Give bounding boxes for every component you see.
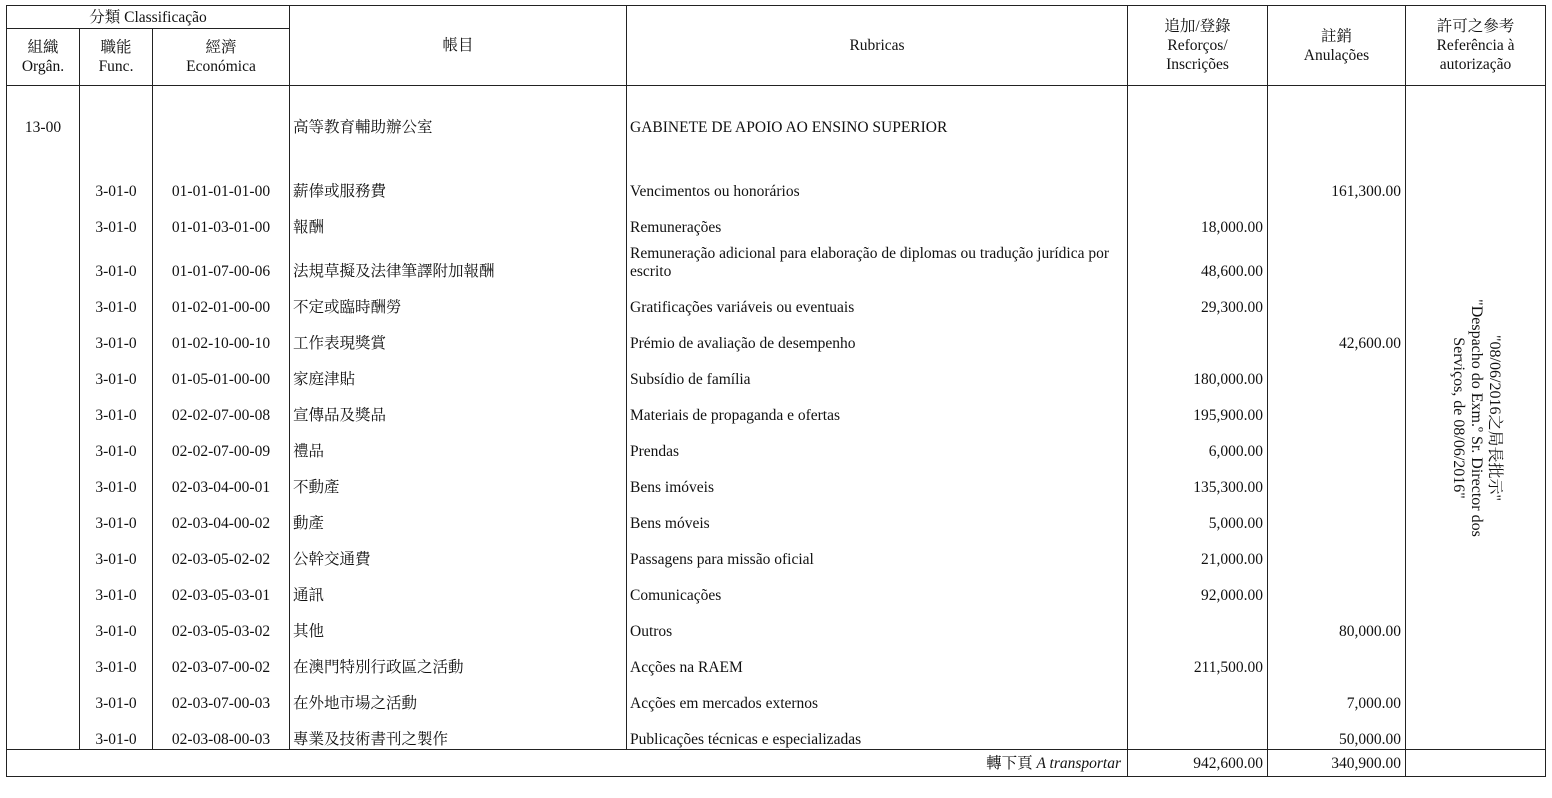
table-row — [7, 461, 1546, 497]
row-anulacao — [1268, 425, 1406, 461]
row-anulacao — [1268, 641, 1406, 677]
row-pt: Gratificações variáveis ou eventuais — [627, 281, 1128, 317]
row-cn: 工作表現獎賞 — [290, 317, 627, 353]
row-anulacao — [1268, 533, 1406, 569]
row-func: 3-01-0 — [80, 317, 153, 353]
row-anulacao: 42,600.00 — [1268, 317, 1406, 353]
row-anulacao — [1268, 353, 1406, 389]
row-anulacao: 7,000.00 — [1268, 677, 1406, 713]
table-row — [7, 237, 1546, 281]
row-pt: Publicações técnicas e especializadas — [627, 713, 1128, 750]
row-anulacao — [1268, 201, 1406, 237]
row-func: 3-01-0 — [80, 389, 153, 425]
row-econ: 02-03-05-03-02 — [153, 605, 290, 641]
authorization-reference-cell — [1406, 86, 1546, 750]
row-func: 3-01-0 — [80, 569, 153, 605]
row-anulacao — [1268, 389, 1406, 425]
table-row — [7, 201, 1546, 237]
classification-header: 分類 Classificação — [7, 6, 290, 29]
organism-pt: GABINETE DE APOIO AO ENSINO SUPERIOR — [627, 108, 1128, 147]
reforcos-header: 追加/登錄 Reforços/ Inscrições — [1128, 6, 1268, 86]
row-reforco: 5,000.00 — [1128, 497, 1268, 533]
row-func: 3-01-0 — [80, 713, 153, 750]
row-econ: 02-03-05-02-02 — [153, 533, 290, 569]
row-pt: Remuneração adicional para elaboração de diplomas ou tradução jurídica por escrito — [627, 237, 1128, 281]
row-cn: 其他 — [290, 605, 627, 641]
econ-header: 經濟 Económica — [153, 29, 290, 86]
row-econ: 02-03-05-03-01 — [153, 569, 290, 605]
row-econ: 02-02-07-00-09 — [153, 425, 290, 461]
row-cn: 法規草擬及法律筆譯附加報酬 — [290, 237, 627, 281]
row-pt: Acções em mercados externos — [627, 677, 1128, 713]
table-row — [7, 713, 1546, 750]
table-row — [7, 569, 1546, 605]
organism-cn: 高等教育輔助辦公室 — [290, 108, 627, 147]
transport-row — [7, 750, 1546, 777]
row-cn: 專業及技術書刊之製作 — [290, 713, 627, 750]
row-func: 3-01-0 — [80, 165, 153, 201]
row-pt: Acções na RAEM — [627, 641, 1128, 677]
row-cn: 公幹交通費 — [290, 533, 627, 569]
row-pt: Comunicações — [627, 569, 1128, 605]
rubricas-header: Rubricas — [627, 6, 1128, 86]
row-anulacao: 80,000.00 — [1268, 605, 1406, 641]
organism-row — [7, 108, 1546, 147]
row-reforco — [1128, 605, 1268, 641]
row-anulacao — [1268, 497, 1406, 533]
row-func: 3-01-0 — [80, 237, 153, 281]
authorization-reference-text: "08/06/2016之局長批示" "Despacho do Exm.º Sr. Director dos Serviços, de 08/06/2016" — [1449, 298, 1503, 537]
row-econ: 02-03-04-00-01 — [153, 461, 290, 497]
row-cn: 在外地市場之活動 — [290, 677, 627, 713]
table-row — [7, 641, 1546, 677]
row-econ: 01-02-10-00-10 — [153, 317, 290, 353]
row-reforco — [1128, 713, 1268, 750]
transport-label: 轉下頁 A transportar — [7, 750, 1128, 777]
row-reforco — [1128, 165, 1268, 201]
row-pt: Remunerações — [627, 201, 1128, 237]
row-cn: 家庭津貼 — [290, 353, 627, 389]
referencia-header: 許可之參考 Referência à autorização — [1406, 6, 1546, 86]
row-reforco: 211,500.00 — [1128, 641, 1268, 677]
table-row — [7, 533, 1546, 569]
table-row — [7, 165, 1546, 201]
row-cn: 宣傳品及獎品 — [290, 389, 627, 425]
row-econ: 02-03-07-00-02 — [153, 641, 290, 677]
row-cn: 在澳門特別行政區之活動 — [290, 641, 627, 677]
row-reforco: 92,000.00 — [1128, 569, 1268, 605]
row-reforco: 21,000.00 — [1128, 533, 1268, 569]
row-anulacao — [1268, 461, 1406, 497]
row-cn: 不動產 — [290, 461, 627, 497]
row-func: 3-01-0 — [80, 461, 153, 497]
total-anulacoes: 340,900.00 — [1268, 750, 1406, 777]
row-anulacao — [1268, 237, 1406, 281]
row-reforco: 135,300.00 — [1128, 461, 1268, 497]
anulacoes-header: 註銷 Anulações — [1268, 6, 1406, 86]
row-pt: Passagens para missão oficial — [627, 533, 1128, 569]
row-cn: 薪俸或服務費 — [290, 165, 627, 201]
row-pt: Subsídio de família — [627, 353, 1128, 389]
row-econ: 02-03-04-00-02 — [153, 497, 290, 533]
row-reforco: 180,000.00 — [1128, 353, 1268, 389]
row-cn: 報酬 — [290, 201, 627, 237]
table-row — [7, 317, 1546, 353]
budget-table — [6, 5, 1546, 777]
row-pt: Vencimentos ou honorários — [627, 165, 1128, 201]
row-cn: 禮品 — [290, 425, 627, 461]
row-pt: Bens imóveis — [627, 461, 1128, 497]
row-pt: Bens móveis — [627, 497, 1128, 533]
table-row — [7, 281, 1546, 317]
row-reforco: 6,000.00 — [1128, 425, 1268, 461]
table-row — [7, 425, 1546, 461]
row-func: 3-01-0 — [80, 533, 153, 569]
func-header: 職能 Func. — [80, 29, 153, 86]
row-econ: 02-03-08-00-03 — [153, 713, 290, 750]
row-anulacao — [1268, 569, 1406, 605]
row-func: 3-01-0 — [80, 641, 153, 677]
row-func: 3-01-0 — [80, 201, 153, 237]
row-func: 3-01-0 — [80, 353, 153, 389]
row-econ: 01-01-03-01-00 — [153, 201, 290, 237]
row-reforco: 195,900.00 — [1128, 389, 1268, 425]
row-econ: 01-05-01-00-00 — [153, 353, 290, 389]
table-row — [7, 353, 1546, 389]
row-func: 3-01-0 — [80, 425, 153, 461]
table-body — [7, 86, 1546, 750]
row-reforco — [1128, 317, 1268, 353]
row-func: 3-01-0 — [80, 497, 153, 533]
row-econ: 01-01-01-01-00 — [153, 165, 290, 201]
row-func: 3-01-0 — [80, 677, 153, 713]
row-cn: 通訊 — [290, 569, 627, 605]
row-reforco: 48,600.00 — [1128, 237, 1268, 281]
row-cn: 動產 — [290, 497, 627, 533]
row-anulacao — [1268, 281, 1406, 317]
table-row — [7, 497, 1546, 533]
row-reforco: 18,000.00 — [1128, 201, 1268, 237]
row-reforco: 29,300.00 — [1128, 281, 1268, 317]
row-func: 3-01-0 — [80, 605, 153, 641]
row-pt: Materiais de propaganda e ofertas — [627, 389, 1128, 425]
organism-code: 13-00 — [7, 108, 80, 147]
row-econ: 02-02-07-00-08 — [153, 389, 290, 425]
row-func: 3-01-0 — [80, 281, 153, 317]
row-pt: Prémio de avaliação de desempenho — [627, 317, 1128, 353]
row-pt: Prendas — [627, 425, 1128, 461]
row-cn: 不定或臨時酬勞 — [290, 281, 627, 317]
organ-header: 組織 Orgân. — [7, 29, 80, 86]
row-pt: Outros — [627, 605, 1128, 641]
row-anulacao: 161,300.00 — [1268, 165, 1406, 201]
row-anulacao: 50,000.00 — [1268, 713, 1406, 750]
table-row — [7, 389, 1546, 425]
row-econ: 01-01-07-00-06 — [153, 237, 290, 281]
budget-table-sheet — [6, 5, 1545, 790]
row-econ: 01-02-01-00-00 — [153, 281, 290, 317]
total-reforcos: 942,600.00 — [1128, 750, 1268, 777]
table-row — [7, 677, 1546, 713]
table-row — [7, 605, 1546, 641]
row-econ: 02-03-07-00-03 — [153, 677, 290, 713]
cn-title-header: 帳目 — [290, 6, 627, 86]
row-reforco — [1128, 677, 1268, 713]
